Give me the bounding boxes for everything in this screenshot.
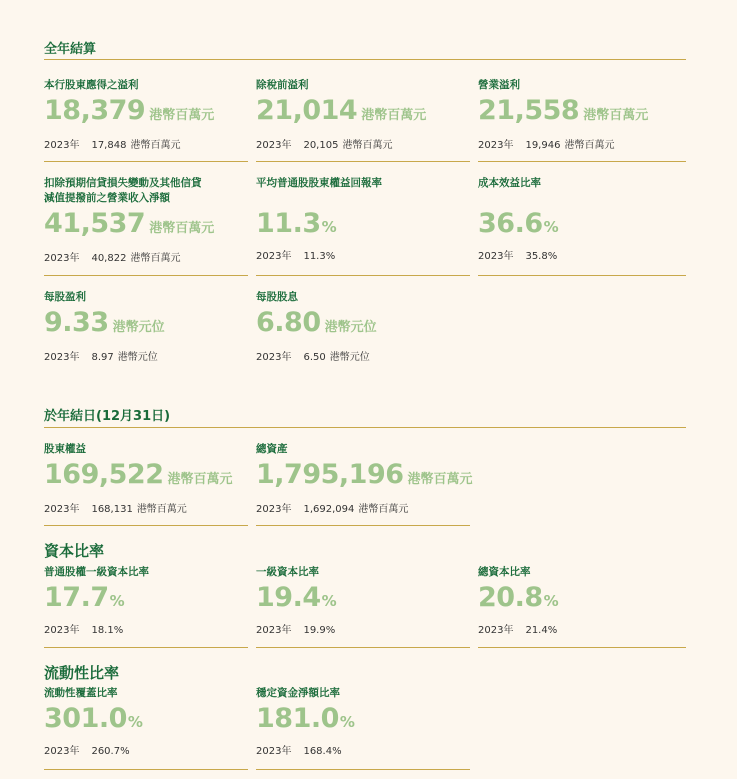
prev-value: 8.97	[91, 352, 114, 363]
metric-unit: %	[109, 592, 125, 610]
row-divider	[478, 161, 686, 162]
metric-cost-efficiency: 成本效益比率 36.6% 2023年 35.8%	[478, 177, 559, 262]
row-divider	[44, 275, 248, 276]
prev-unit: 港幣百萬元	[130, 140, 181, 151]
metric-attributable-profit: 本行股東應得之溢利 18,379 港幣百萬元 2023年 17,848 港幣百萬元	[44, 79, 215, 151]
metric-unit: 港幣元位	[324, 320, 377, 335]
prev-year: 2023年	[256, 746, 292, 757]
prev-year: 2023年	[256, 140, 292, 151]
metric-unit: 港幣元位	[112, 320, 165, 335]
prev-value: 260.7%	[91, 746, 130, 757]
metric-unit: %	[321, 592, 337, 610]
metric-value: 36.6	[478, 208, 543, 239]
metric-unit: %	[339, 713, 355, 731]
metric-value: 18,379	[44, 95, 146, 126]
metric-profit-before-tax: 除稅前溢利 21,014 港幣百萬元 2023年 20,105 港幣百萬元	[256, 79, 427, 151]
prev-unit: 港幣百萬元	[564, 140, 615, 151]
metric-value: 1,795,196	[256, 459, 404, 490]
metric-shareholders-equity: 股東權益 169,522 港幣百萬元 2023年 168,131 港幣百萬元	[44, 443, 233, 515]
prev-year: 2023年	[44, 746, 80, 757]
prev-value: 168.4%	[303, 746, 342, 757]
prev-value: 18.1%	[91, 625, 124, 636]
prev-year: 2023年	[256, 625, 292, 636]
section-divider	[44, 59, 686, 60]
metric-roe: 平均普通股股東權益回報率 11.3% 2023年 11.3%	[256, 177, 382, 262]
metric-tier1-ratio: 一級資本比率 19.4% 2023年 19.9%	[256, 566, 337, 636]
metric-value: 11.3	[256, 208, 321, 239]
row-divider	[44, 161, 248, 162]
prev-value: 17,848	[91, 140, 127, 151]
row-divider	[478, 275, 686, 276]
metric-value: 19.4	[256, 582, 321, 613]
metric-nsfr: 穩定資金淨額比率 181.0% 2023年 168.4%	[256, 687, 355, 757]
metric-unit: %	[543, 592, 559, 610]
metric-net-operating-income: 扣除預期信貸損失變動及其他信貸 減值提撥前之營業收入淨額 41,537 港幣百萬元 2023年 40,822 港幣百萬元	[44, 177, 215, 264]
metric-value: 17.7	[44, 582, 109, 613]
row-divider	[256, 275, 470, 276]
prev-value: 1,692,094	[303, 504, 355, 515]
prev-value: 19.9%	[303, 625, 336, 636]
metric-unit: 港幣百萬元	[167, 472, 233, 487]
metric-unit: 港幣百萬元	[149, 221, 215, 236]
metric-value: 6.80	[256, 307, 321, 338]
prev-year: 2023年	[256, 352, 292, 363]
metric-value: 181.0	[256, 703, 339, 734]
section-title-yearend: 於年結日(12月31日)	[44, 409, 171, 424]
prev-unit: 港幣元位	[329, 352, 370, 363]
section-divider	[44, 427, 686, 428]
prev-unit: 港幣百萬元	[358, 504, 409, 515]
metric-total-assets: 總資產 1,795,196 港幣百萬元 2023年 1,692,094 港幣百萬元	[256, 443, 473, 515]
metric-unit: 港幣百萬元	[149, 108, 215, 123]
row-divider	[256, 161, 470, 162]
row-divider	[44, 769, 248, 770]
metric-value: 41,537	[44, 208, 146, 239]
metric-eps: 每股盈利 9.33 港幣元位 2023年 8.97 港幣元位	[44, 291, 165, 363]
prev-value: 6.50	[303, 352, 326, 363]
metric-unit: %	[127, 713, 143, 731]
metric-unit: 港幣百萬元	[407, 472, 473, 487]
section-title-liquidity: 流動性比率	[44, 664, 120, 682]
prev-value: 168,131	[91, 504, 133, 515]
prev-value: 11.3%	[303, 251, 336, 262]
metric-operating-profit: 營業溢利 21,558 港幣百萬元 2023年 19,946 港幣百萬元	[478, 79, 649, 151]
prev-value: 19,946	[525, 140, 561, 151]
section-title-capital: 資本比率	[44, 542, 105, 560]
metric-total-capital-ratio: 總資本比率 20.8% 2023年 21.4%	[478, 566, 559, 636]
metric-value: 9.33	[44, 307, 109, 338]
metric-value: 20.8	[478, 582, 543, 613]
prev-year: 2023年	[44, 352, 80, 363]
prev-value: 21.4%	[525, 625, 558, 636]
row-divider	[44, 647, 248, 648]
metric-unit: %	[321, 218, 337, 236]
prev-year: 2023年	[44, 140, 80, 151]
prev-year: 2023年	[478, 251, 514, 262]
prev-unit: 港幣百萬元	[136, 504, 187, 515]
row-divider	[256, 769, 470, 770]
prev-unit: 港幣百萬元	[342, 140, 393, 151]
metric-cet1-ratio: 普通股權一級資本比率 17.7% 2023年 18.1%	[44, 566, 149, 636]
metric-dps: 每股股息 6.80 港幣元位 2023年 6.50 港幣元位	[256, 291, 377, 363]
metric-value: 21,558	[478, 95, 580, 126]
row-divider	[44, 525, 248, 526]
prev-unit: 港幣元位	[117, 352, 158, 363]
row-divider	[256, 525, 470, 526]
metric-unit: 港幣百萬元	[361, 108, 427, 123]
prev-value: 35.8%	[525, 251, 558, 262]
row-divider	[256, 647, 470, 648]
metric-unit: %	[543, 218, 559, 236]
prev-value: 20,105	[303, 140, 339, 151]
prev-value: 40,822	[91, 253, 127, 264]
prev-year: 2023年	[478, 625, 514, 636]
prev-year: 2023年	[44, 253, 80, 264]
prev-unit: 港幣百萬元	[130, 253, 181, 264]
metric-value: 169,522	[44, 459, 164, 490]
prev-year: 2023年	[478, 140, 514, 151]
section-title-annual: 全年結算	[44, 42, 97, 57]
metric-lcr: 流動性覆蓋比率 301.0% 2023年 260.7%	[44, 687, 143, 757]
prev-year: 2023年	[256, 504, 292, 515]
metric-unit: 港幣百萬元	[583, 108, 649, 123]
metric-value: 21,014	[256, 95, 358, 126]
prev-year: 2023年	[44, 625, 80, 636]
prev-year: 2023年	[44, 504, 80, 515]
metric-value: 301.0	[44, 703, 127, 734]
prev-year: 2023年	[256, 251, 292, 262]
row-divider	[478, 647, 686, 648]
